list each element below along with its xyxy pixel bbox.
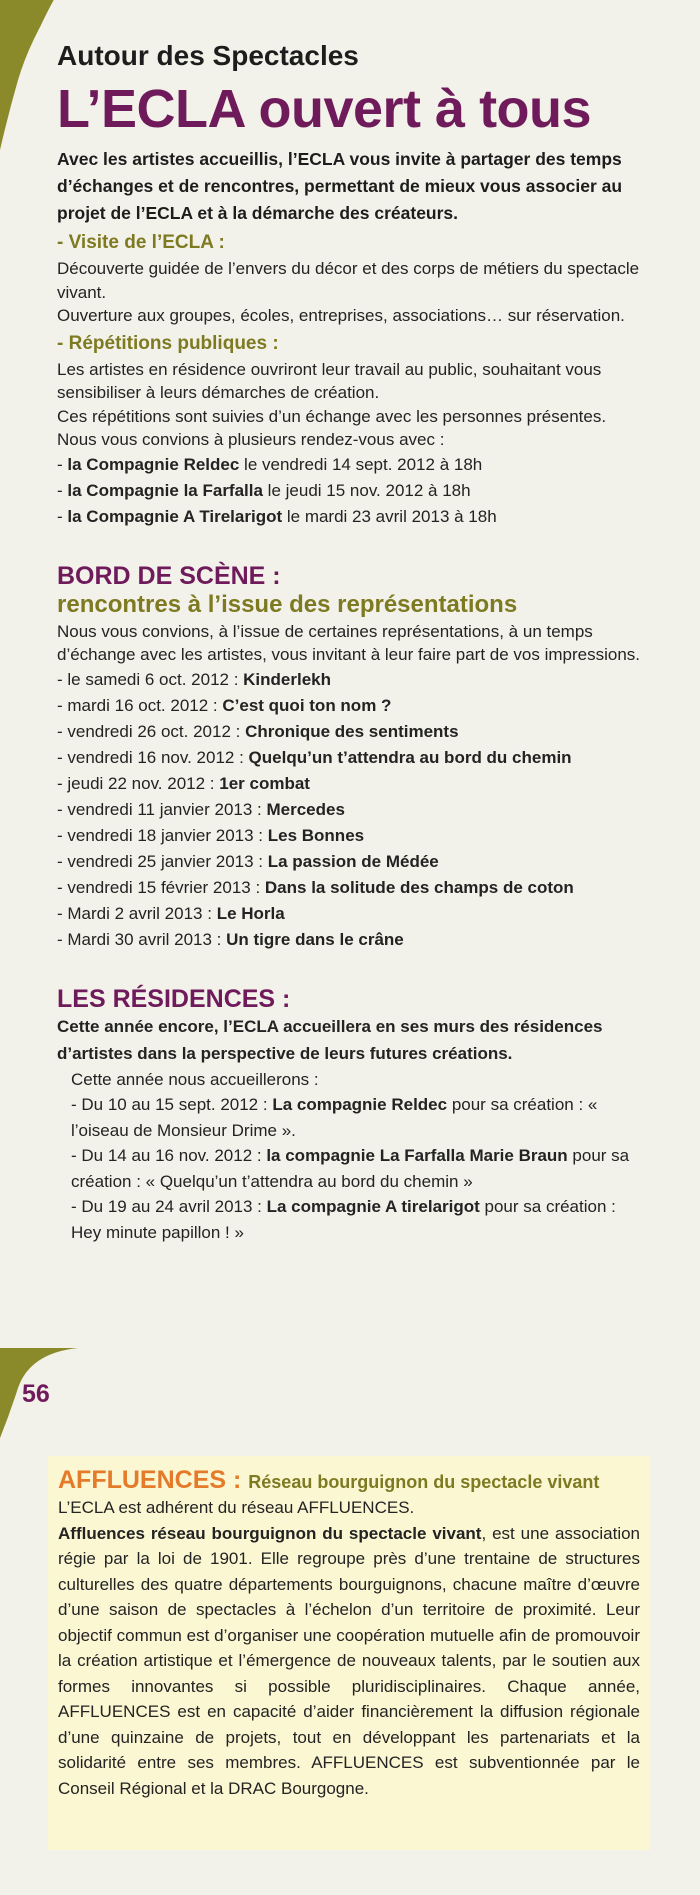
- section-kicker: Autour des Spectacles: [57, 40, 359, 71]
- main-content: [57, 38, 645, 1245]
- list-item: - la Compagnie la Farfalla le jeudi 15 nov. 2012 à 18h: [57, 480, 471, 500]
- affluences-box: [48, 1456, 650, 1850]
- bord-de-scene-intro: Nous vous convions, à l’issue de certaines représentations, à un temps d’échange avec les artistes, vous invitant à leur faire part de vos impressions.: [57, 621, 641, 664]
- bord-de-scene-list: [57, 667, 645, 953]
- list-item: - vendredi 18 janvier 2013 : Les Bonnes: [57, 825, 365, 845]
- page-title: L’ECLA ouvert à tous: [57, 79, 592, 139]
- affluences-title: AFFLUENCES :: [58, 1466, 249, 1494]
- repetitions-paragraph-2: Ces répétitions sont suivies d’un échange avec les personnes présentes.: [57, 406, 607, 426]
- repetitions-list: [57, 452, 645, 530]
- list-item: - Mardi 30 avril 2013 : Un tigre dans le crâne: [57, 929, 404, 949]
- list-item: - vendredi 26 oct. 2012 : Chronique des sentiments: [57, 721, 459, 741]
- list-item: - Du 19 au 24 avril 2013 : La compagnie A tirelarigot pour sa création : Hey minute papillon ! »: [71, 1197, 616, 1242]
- list-item: - vendredi 15 février 2013 : Dans la solitude des champs de coton: [57, 877, 574, 897]
- corner-decoration: [0, 0, 60, 150]
- bord-de-scene-heading: BORD DE SCÈNE :: [57, 561, 281, 590]
- residences-heading: LES RÉSIDENCES :: [57, 984, 291, 1013]
- affluences-paragraph-2: Affluences réseau bourguignon du spectacle vivant, est une association régie par la loi de 1901. Elle regroupe près d’une trentaine de structures culturelles des quatre départements bourguignons, chacune maître d’œuvre d’une saison de spectacles à l’échelon d’un territoire de proximité. Leur objectif commun est d’organiser une coopération mutuelle afin de promouvoir la création artistique et l’émergence de nouveaux talents, par le soutien aux formes innovantes si possible pluridisciplinaires. Chaque année, AFFLUENCES est en capacité d’aider financièrement la diffusion régionale d’une quinzaine de projets, tout en développant les partenariats et la solidarité entre ses membres. AFFLUENCES est subventionnée par le Conseil Régional et la DRAC Bourgogne.: [58, 1523, 641, 1798]
- list-item: - mardi 16 oct. 2012 : C’est quoi ton nom ?: [57, 695, 392, 715]
- list-item: - la Compagnie A Tirelarigot le mardi 23 avril 2013 à 18h: [57, 506, 497, 526]
- residences-intro: Cette année encore, l’ECLA accueillera en ses murs des résidences d’artistes dans la perspective de leurs futures créations.: [57, 1016, 603, 1063]
- list-item: - Du 10 au 15 sept. 2012 : La compagnie Reldec pour sa création : « l’oiseau de Monsieur Drime ».: [71, 1095, 598, 1140]
- repetitions-paragraph-3: Nous vous convions à plusieurs rendez-vous avec :: [57, 430, 445, 449]
- list-item: - jeudi 22 nov. 2012 : 1er combat: [57, 773, 310, 793]
- visite-heading: - Visite de l’ECLA :: [57, 232, 225, 253]
- affluences-heading: [58, 1466, 640, 1495]
- list-item: - le samedi 6 oct. 2012 : Kinderlekh: [57, 669, 332, 689]
- visite-paragraph-1: Découverte guidée de l’envers du décor et des corps de métiers du spectacle vivant.: [57, 259, 640, 302]
- list-item: - la Compagnie Reldec le vendredi 14 sept. 2012 à 18h: [57, 454, 483, 474]
- repetitions-heading: - Répétitions publiques :: [57, 332, 279, 354]
- list-item: - vendredi 11 janvier 2013 : Mercedes: [57, 799, 345, 819]
- list-item: - vendredi 25 janvier 2013 : La passion de Médée: [57, 851, 439, 871]
- list-item: - Du 14 au 16 nov. 2012 : la compagnie La Farfalla Marie Braun pour sa création : « Quelqu’un t’attendra au bord du chemin »: [71, 1146, 630, 1191]
- residences-lead: Cette année nous accueillerons :: [71, 1069, 319, 1089]
- visite-paragraph-2: Ouverture aux groupes, écoles, entreprises, associations… sur réservation.: [57, 306, 625, 325]
- page-number: 56: [22, 1380, 50, 1408]
- list-item: - Mardi 2 avril 2013 : Le Horla: [57, 903, 285, 923]
- bord-de-scene-subheading: rencontres à l’issue des représentations: [57, 590, 518, 618]
- repetitions-paragraph-1: Les artistes en résidence ouvriront leur travail au public, souhaitant vous sensibiliser à leurs démarches de création.: [57, 359, 602, 402]
- list-item: - vendredi 16 nov. 2012 : Quelqu’un t’attendra au bord du chemin: [57, 747, 572, 767]
- intro-paragraph: Avec les artistes accueillis, l’ECLA vous invite à partager des temps d’échanges et de rencontres, permettant de mieux vous associer au projet de l’ECLA et à la démarche des créateurs.: [57, 149, 623, 223]
- affluences-tagline: Réseau bourguignon du spectacle vivant: [248, 1472, 600, 1492]
- affluences-paragraph-1: L’ECLA est adhérent du réseau AFFLUENCES.: [58, 1498, 415, 1517]
- residences-list: [71, 1067, 645, 1246]
